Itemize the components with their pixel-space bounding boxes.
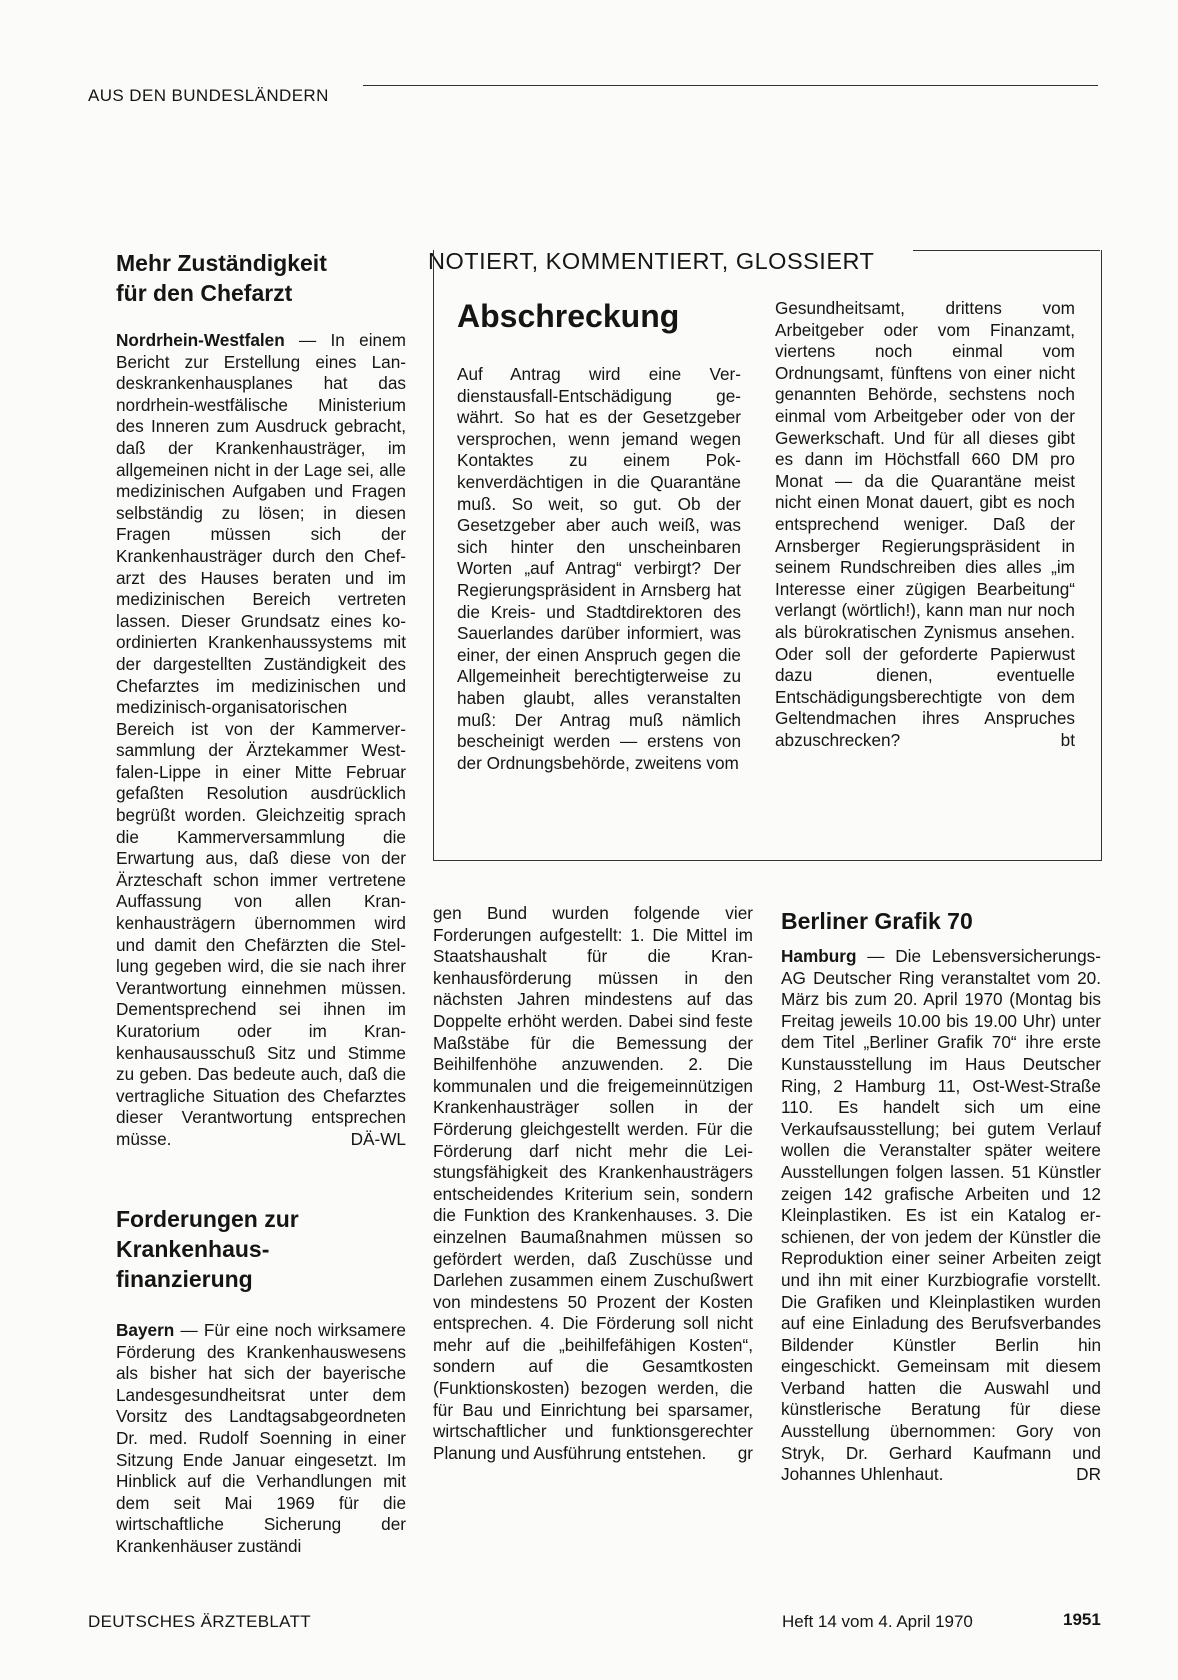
box-text-col1: Auf Antrag wird eine Verdienstausfall-Entschädigung gewährt. So hat es der Gesetzgeber versprochen, wenn jemand wegen Kontaktes zu einem Pokkenverdächtigen in die Quarantäne muß. So weit, so gut. Ob der Gesetzgeber aber auch weiß, was sich hinter den unscheinbaren Worten „auf Antrag“ verbirgt? Der Regierungspräsident in Arnsberg hat die Kreis- und Stadtdirektoren des Sauerlandes darüber informiert, was einer, der einen Anspruch gegen die Allgemeinheit berechtigterweise zu haben glaubt, alles veranstalten muß: Der Antrag muß nämlich bescheinigt werden — erstens von der Ordnungsbehörde, zweitens vom [457,364,741,773]
page-number: 1951 [1063,1610,1101,1629]
header-rule [363,85,1098,86]
article2-col1 [116,1320,406,1558]
article3-lead: Hamburg [781,946,857,966]
article2-title-line1: Forderungen zur [116,1206,299,1232]
issue-info: Heft 14 vom 4. April 1970 [782,1612,973,1631]
article3-body [781,946,1101,1486]
box-col1 [457,364,741,774]
publication-name: DEUTSCHES ÄRZTEBLATT [88,1612,311,1631]
article3-text: — Die Lebensversicherungs-AG Deutscher Ring veranstaltet vom 20. März bis zum 20. April 1970 (Montag bis Freitag jeweils 10.00 bis 19.00 Uhr) unter dem Titel „Berliner Grafik 70“ ihre erste Kunstausstellung im Haus Deutscher Ring, 2 Hamburg 11, Ost-West-Straße 110. Es handelt sich um eine Verkaufsausstellung; bei gutem Verlauf wollen die Veranstalter später weitere Ausstellungen folgen lassen. 51 Künstler zeigen 142 grafische Arbeiten und 12 Kleinplastiken. Es ist ein Katalog erschienen, der von jedem der Künstler die Reproduktion einer seiner Arbeiten zeigt und ihn mit einer Kurzbiografie vorstellt. Die Grafiken und Kleinplastiken wurden auf eine Einladung des Berufsverbandes Bildender Künstler Berlin hin eingeschickt. Gemeinsam mit diesem Verband hatten die Auswahl und künstlerische Beratung für diese Ausstellung übernommen: Gory von Stryk, Dr. Gerhard Kaufmann und Johannes Uhlenhaut. [781,946,1101,1485]
article2-title [116,1204,299,1294]
article2-signature: gr [737,1442,753,1463]
article1-title-line1: Mehr Zuständigkeit [116,250,327,276]
article2-title-line3: finanzierung [116,1266,253,1292]
article3-title: Berliner Grafik 70 [781,908,973,934]
article1-text: — In einem Bericht zur Erstellung eines Landeskrankenhausplanes hat das nordrhein-westfälische Ministerium des Inneren zum Ausdruck gebracht, daß der Krankenhausträger, im allgemeinen nicht in der Lage sei, alle medizinischen Aufgaben und Fragen selbständig zu lösen; in diesen Fragen müssen sich der Krankenhausträger durch den Chefarzt des Hauses beraten und im medizinischen Bereich vertreten lassen. Dieser Grundsatz eines koordinierten Krankenhaussystems mit der dargestellten Zuständigkeit des Chefarztes im medizinischen und medizinisch-organisatorischen Bereich ist von der Kammerversammlung der Ärztekammer Westfalen-Lippe in einer Mitte Februar gefaßten Resolution ausdrücklich begrüßt worden. Gleichzeitig sprach die Kammerversammlung die Erwartung aus, daß diese von der Ärzteschaft schon immer vertretene Auffassung von allen Krankenhausträgern übernommen wird und damit den Chefärzten die Stellung gegeben wird, die sie nach ihrer Verantwortung einnehmen müssen. Dementsprechend sei ihnen im Kuratorium oder im Krankenhausausschuß Sitz und Stimme zu geben. Das bedeute auch, daß die vertragliche Situation des Chefarztes dieser Verantwortung entsprechen müsse. [116,330,406,1149]
article3-signature: DR [1076,1464,1101,1485]
article1-title [116,248,327,308]
article1-body [116,330,406,1151]
section-label: AUS DEN BUNDESLÄNDERN [88,86,329,105]
box-text-col2: Gesundheitsamt, drittens vom Arbeitgeber oder vom Finanzamt, viertens noch einmal vom Ordnungsamt, fünftens von einer nicht genannten Behörde, sechstens noch einmal vom Arbeitgeber oder von der Gewerkschaft. Und für all dieses gibt es dann im Höchstfall 660 DM pro Monat — da die Quarantäne meist nicht einen Monat dauert, gibt es noch entsprechend weniger. Daß der Arnsberger Regierungspräsident in seinem Rundschreiben dies alles „im Interesse einer zügigen Bearbeitung“ verlangt (wörtlich!), kann man nur noch als bürokratischen Zynismus ansehen. Oder soll der geforderte Papierwust dazu dienen, eventuelle Entschädigungsberechtigte von dem Geltendmachen ihres Anspruches abzuschrecken? [775,298,1075,750]
article2-text-col2: gen Bund wurden folgende vier Forderungen aufgestellt: 1. Die Mittel im Staatshaushalt für die Krankenhausförderung müssen in den nächsten Jahren mindestens auf das Doppelte erhöht werden. Dabei sind feste Maßstäbe für die Bemessung der Beihilfenhöhe anzuwenden. 2. Die kommunalen und die freigemeinnützigen Krankenhausträger sollen in der Förderung gleichgestellt werden. Für die Förderung darf nicht mehr die Leistungsfähigkeit des Krankenhausträgers entscheidendes Kriterium sein, sondern die Funktion des Krankenhauses. 3. Die einzelnen Baumaßnahmen müssen so gefördert werden, daß Zuschüsse und Darlehen zusammen einem Zuschußwert von mindestens 50 Prozent der Kosten entsprechen. 4. Die Förderung soll nicht mehr auf die „beihilfefähigen Kosten“, sondern auf die Gesamtkosten (Funktionskosten) bezogen werden, die für Bau und Einrichtung bei sparsamer, wirtschaftlicher und funktionsgerechter Planung und Ausführung entstehen. [433,903,753,1463]
article2-col2 [433,903,753,1464]
article1-signature: DÄ-WL [350,1128,406,1149]
article2-title-line2: Krankenhaus- [116,1236,270,1262]
box-title: Abschreckung [457,298,680,334]
box-signature: bt [1060,729,1075,750]
article1-lead: Nordrhein-Westfalen [116,330,285,350]
box-col2 [775,298,1075,751]
article1-title-line2: für den Chefarzt [116,280,293,306]
article2-lead: Bayern [116,1320,175,1340]
box-kicker: NOTIERT, KOMMENTIERT, GLOSSIERT [428,248,875,274]
article2-text-col1: — Für eine noch wirksamere Förderung des Krankenhauswesens als bisher hat sich der bayerische Landesgesundheitsrat unter dem Vorsitz des Landtagsabgeordneten Dr. med. Rudolf Soenning in einer Sitzung Ende Januar eingesetzt. Im Hinblick auf die Verhandlungen mit dem seit Mai 1969 für die wirtschaftliche Sicherung der Krankenhäuser zuständi [116,1320,406,1556]
